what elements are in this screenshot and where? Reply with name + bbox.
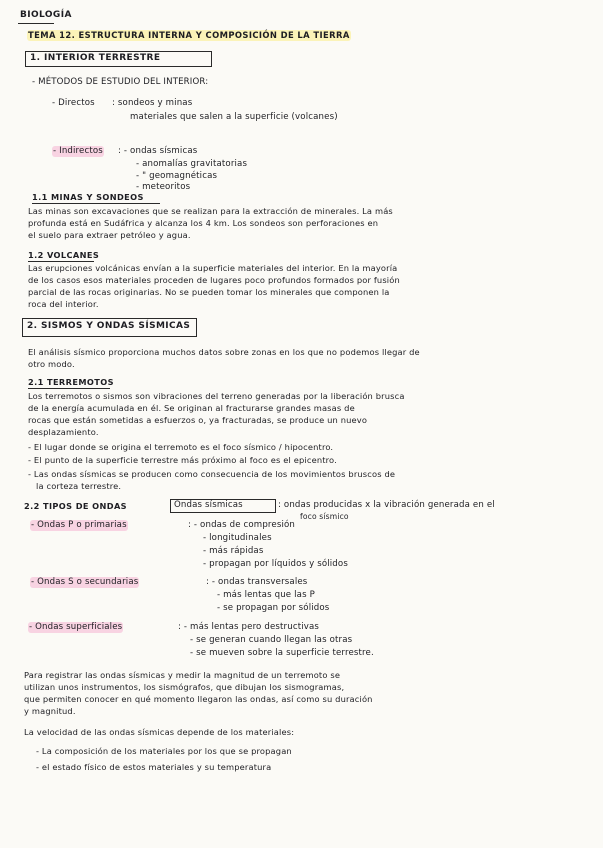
register-line-2: utilizan unos instrumentos, los sismógrafos, que dibujan los sismogramas, [24, 682, 345, 692]
sub1-title: 1.1 MINAS Y SONDEOS [32, 192, 144, 202]
register-line-4: y magnitud. [24, 706, 76, 716]
bullet-ondas-2: la corteza terrestre. [36, 481, 122, 491]
terremotos-underline [28, 388, 110, 389]
subject-underline [18, 23, 54, 24]
section2-intro-1: El análisis sísmico proporciona muchos datos sobre zonas en los que no podemos llegar de [28, 347, 420, 357]
ondas-p-label: - Ondas P o primarias [31, 520, 127, 530]
ondas-p-item-3: - más rápidas [203, 546, 264, 556]
indirectos-label: - Indirectos [53, 146, 103, 156]
ondas-sup-label: - Ondas superficiales [29, 622, 123, 632]
subject-heading: BIOLOGÍA [20, 10, 72, 20]
sub1-line-1: Las minas son excavaciones que se realizan para la extracción de minerales. La más [28, 206, 393, 216]
bullet-epicentro: - El punto de la superficie terrestre más próximo al foco es el epicentro. [28, 455, 337, 465]
bullet-hipocentro: - El lugar donde se origina el terremoto es el foco sísmico / hipocentro. [28, 442, 334, 452]
directos-item-2: materiales que salen a la superficie (volcanes) [130, 112, 338, 122]
ondas-s-label: - Ondas S o secundarias [31, 577, 139, 587]
directos-label: - Directos [52, 98, 95, 108]
indirectos-item-4: - meteoritos [136, 182, 191, 192]
sub2-line-2: de los casos esos materiales proceden de lugares poco profundos formados por fusión [28, 275, 400, 285]
velocity-item-1: - La composición de los materiales por los que se propagan [36, 746, 292, 756]
ondas-sup-item-1: : - más lentas pero destructivas [178, 622, 320, 632]
indirectos-item-3: - " geomagnéticas [136, 171, 218, 181]
ondas-s-item-3: - se propagan por sólidos [217, 603, 330, 613]
tipos-ondas-title: 2.2 TIPOS DE ONDAS [24, 501, 127, 511]
terremotos-line-2: de la energía acumulada en él. Se originan al fracturarse grandes masas de [28, 403, 355, 413]
sub2-line-1: Las erupciones volcánicas envían a la superficie materiales del interior. En la mayoría [28, 263, 398, 273]
sub2-line-3: parcial de las rocas originarias. No se pueden tomar los minerales que componen la [28, 287, 390, 297]
topic-title: TEMA 12. ESTRUCTURA INTERNA Y COMPOSICIÓN DE LA TIERRA [28, 30, 350, 40]
ondas-p-item-4: - propagan por líquidos y sólidos [203, 559, 348, 569]
terremotos-line-4: desplazamiento. [28, 427, 99, 437]
register-line-3: que permiten conocer en qué momento llegaron las ondas, así como su duración [24, 694, 373, 704]
ondas-p-item-1: : - ondas de compresión [188, 520, 296, 530]
velocity-item-2: - el estado físico de estos materiales y su temperatura [36, 762, 272, 772]
indirectos-item-1: : - ondas sísmicas [118, 146, 198, 156]
sub2-underline [28, 261, 94, 262]
ondas-s-item-1: : - ondas transversales [206, 577, 308, 587]
terremotos-title: 2.1 TERREMOTOS [28, 377, 114, 387]
register-line-1: Para registrar las ondas sísmicas y medir la magnitud de un terremoto se [24, 670, 341, 680]
ondas-sismicas-definition-2: foco sísmico [300, 512, 349, 521]
ondas-sup-item-3: - se mueven sobre la superficie terrestre. [190, 648, 374, 658]
sub1-line-2: profunda está en Sudáfrica y alcanza los 4 km. Los sondeos son perforaciones en [28, 218, 379, 228]
terremotos-line-1: Los terremotos o sismos son vibraciones del terreno generadas por la liberación brusca [28, 391, 405, 401]
sub2-title: 1.2 VOLCANES [28, 250, 100, 260]
sub2-line-4: roca del interior. [28, 299, 99, 309]
indirectos-item-2: - anomalías gravitatorias [136, 159, 248, 169]
directos-item-1: : sondeos y minas [112, 98, 193, 108]
ondas-s-item-2: - más lentas que las P [217, 590, 315, 600]
bullet-ondas-1: - Las ondas sísmicas se producen como consecuencia de los movimientos bruscos de [28, 469, 396, 479]
section2-title: 2. SISMOS Y ONDAS SÍSMICAS [27, 321, 191, 331]
velocity-intro: La velocidad de las ondas sísmicas depende de los materiales: [24, 727, 295, 737]
ondas-p-item-2: - longitudinales [203, 533, 272, 543]
sub1-underline [32, 203, 160, 204]
terremotos-line-3: rocas que están sometidas a esfuerzos o, ya fracturadas, se produce un nuevo [28, 415, 368, 425]
section1-title: 1. INTERIOR TERRESTRE [30, 53, 161, 63]
section2-intro-2: otro modo. [28, 359, 75, 369]
sub1-line-3: el suelo para extraer petróleo y agua. [28, 230, 191, 240]
ondas-sup-item-2: - se generan cuando llegan las otras [190, 635, 353, 645]
ondas-sismicas-term: Ondas sísmicas [174, 500, 243, 510]
ondas-sismicas-definition: : ondas producidas x la vibración generada en el [278, 500, 495, 510]
methods-intro: - MÉTODOS DE ESTUDIO DEL INTERIOR: [32, 77, 209, 87]
